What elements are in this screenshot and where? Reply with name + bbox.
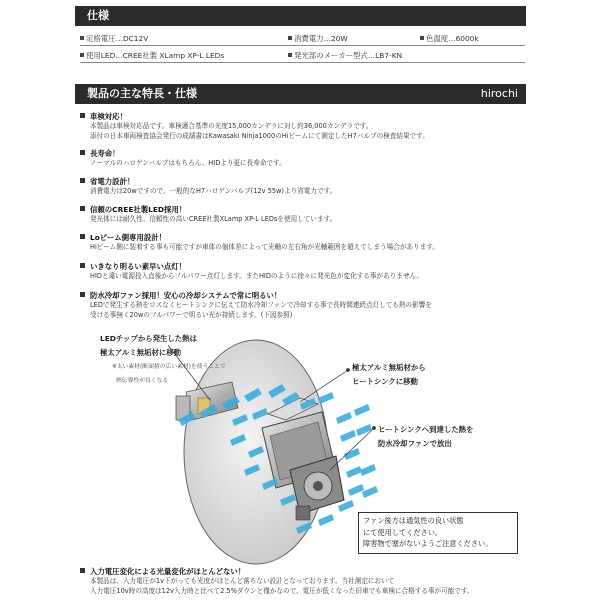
watermark: hirochi bbox=[480, 87, 518, 100]
feature-text: 本製品は車検対応品です。車検適合基準の光度15,000カンデラに対し約36,000カンデラです。 bbox=[90, 122, 373, 130]
feature-text: 受ける事無く20wのフルパワーで明るい光が持続します。(下図参照) bbox=[90, 311, 293, 319]
feature-text: 消費電力は20wですので、一般的なH7ハロゲンバルブ(12v 55w)より省電力です。 bbox=[90, 187, 337, 195]
fan-caution-text: にて使用してください。 bbox=[363, 528, 443, 537]
spec-power: 消費電力…20W bbox=[288, 33, 348, 44]
feature-title: 車検対応！ bbox=[90, 112, 127, 121]
spec-led: 使用LED…CREE社製 XLamp XP-L LEDs bbox=[80, 50, 224, 61]
note-aluminum: ヒートシンクに移動 bbox=[352, 377, 418, 386]
feature-text: HIDと違い電源投入直後からフルパワー点灯します。またHIDのように徐々に発光色が変化する事がありません。 bbox=[90, 272, 424, 280]
feature-title: 信頼のCREE社製LED採用！ bbox=[90, 205, 187, 214]
fan-caution-box bbox=[358, 512, 518, 554]
note-heatsink: 防水冷却ファンで放出 bbox=[378, 439, 452, 448]
feature-text: ノーマルのハロゲンバルブはもちろん、HIDより更に長寿命です。 bbox=[90, 159, 286, 167]
feature-text: Hiビーム側に装着する事も可能ですが車体の個体差によって光軸の左右角が光軸範囲を超えてしまう場合があります。 bbox=[90, 243, 439, 251]
spec-model: 発光部のメーカー型式…LB7-KN bbox=[288, 50, 402, 61]
fan-caution-text: 障害物で塞がないようご注意ください。 bbox=[363, 539, 493, 548]
bullet-square-icon bbox=[80, 568, 85, 573]
feature-text: 添付の日本車両検査協会発行の成績書はKawasaki Ninja1000のHiビームにて測定したH7バルブの検査結果です。 bbox=[90, 132, 429, 140]
feature-title: Loビーム側専用設計！ bbox=[90, 233, 167, 242]
feature-text: 本製品は、入力電圧が1v下がっても光度がほとんど落ちない設計となっております。当社測定において bbox=[90, 577, 395, 585]
feature-text: 入力電圧10v時の高度は12v入力時と比べて2.5%ダウンと僅かなので、電圧が低くなった旧車でも車検に合格する事が可能です。 bbox=[90, 587, 474, 595]
feature-title: 防水冷却ファン採用！安心の冷却システムで常に明るい！ bbox=[90, 291, 282, 300]
note-led-heat-sub: ※太い素材(断面積の広い素材)を使うことで bbox=[112, 364, 226, 370]
spec-voltage: 定格電圧…DC12V bbox=[80, 33, 148, 44]
feature-title: いきなり明るい素早い点灯！ bbox=[90, 262, 187, 271]
specs-title: 仕様 bbox=[87, 9, 109, 22]
feature-title: 入力電圧変化による光量変化がほとんどない！ bbox=[90, 567, 246, 576]
feature-title: 省電力設計！ bbox=[90, 177, 135, 186]
note-led-heat-sub: 熱伝導性が良くなる bbox=[116, 378, 169, 384]
note-led-heat: LEDチップから発生した熱は bbox=[100, 334, 197, 343]
feature-title: 長寿命！ bbox=[90, 149, 120, 158]
note-aluminum: 極太アルミ無垢材から bbox=[352, 363, 426, 372]
note-led-heat: 極太アルミ無垢材に移動 bbox=[100, 348, 182, 357]
note-heatsink: ヒートシンクへ到達した熱を bbox=[378, 425, 474, 434]
fan-caution-text: ファン後方は通気性の良い状態 bbox=[363, 516, 464, 525]
feature-text: 発光体には耐久性、信頼性の高いCREE社製XLamp XP-L LEDsを使用しています。 bbox=[90, 215, 337, 223]
features-title: 製品の主な特長・仕様 bbox=[87, 87, 197, 100]
spec-color-temp: 色温度…6000k bbox=[420, 33, 479, 44]
feature-text: LEDで発生する熱をロスなくヒートシンクに伝えて防水冷却ファンで冷却する事で長時間連続点灯しても熱の影響を bbox=[90, 301, 432, 309]
